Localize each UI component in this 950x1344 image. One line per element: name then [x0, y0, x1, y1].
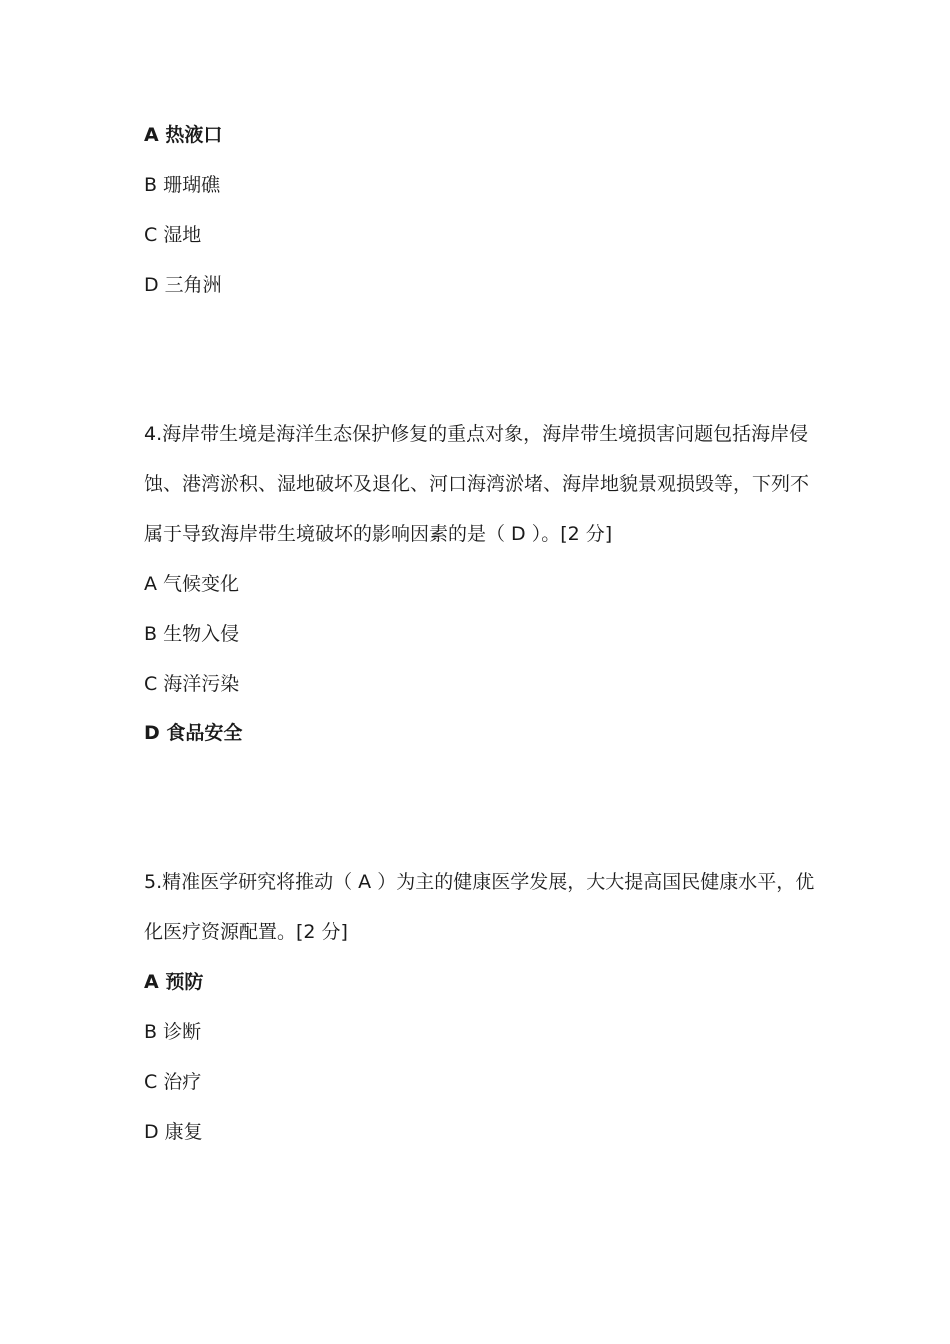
q5-stem-line-2: 化医疗资源配置。[2 分]: [144, 921, 348, 943]
q4-option-b: B 生物入侵: [144, 623, 240, 645]
q5-stem-line-1: 5.精准医学研究将推动（ A ）为主的健康医学发展，大大提高国民健康水平，优: [144, 871, 815, 893]
q4-option-a: A 气候变化: [144, 573, 240, 595]
q4-stem-line-2: 蚀、港湾淤积、湿地破坏及退化、河口海湾淤堵、海岸地貌景观损毁等，下列不: [144, 473, 810, 495]
q4-stem-line-3: 属于导致海岸带生境破坏的影响因素的是（ D ）。[2 分]: [144, 523, 613, 545]
q4-option-d: D 食品安全: [144, 722, 243, 744]
q5-option-a: A 预防: [144, 971, 204, 993]
q3-option-c: C 湿地: [144, 224, 202, 246]
q3-option-a: A 热液口: [144, 124, 223, 146]
q5-option-d: D 康复: [144, 1121, 203, 1143]
q5-option-b: B 诊断: [144, 1021, 202, 1043]
q4-stem-line-1: 4.海岸带生境是海洋生态保护修复的重点对象，海岸带生境损害问题包括海岸侵: [144, 423, 809, 445]
q5-option-c: C 治疗: [144, 1071, 202, 1093]
q3-option-d: D 三角洲: [144, 274, 222, 296]
q4-option-c: C 海洋污染: [144, 673, 240, 695]
q3-option-b: B 珊瑚礁: [144, 174, 221, 196]
